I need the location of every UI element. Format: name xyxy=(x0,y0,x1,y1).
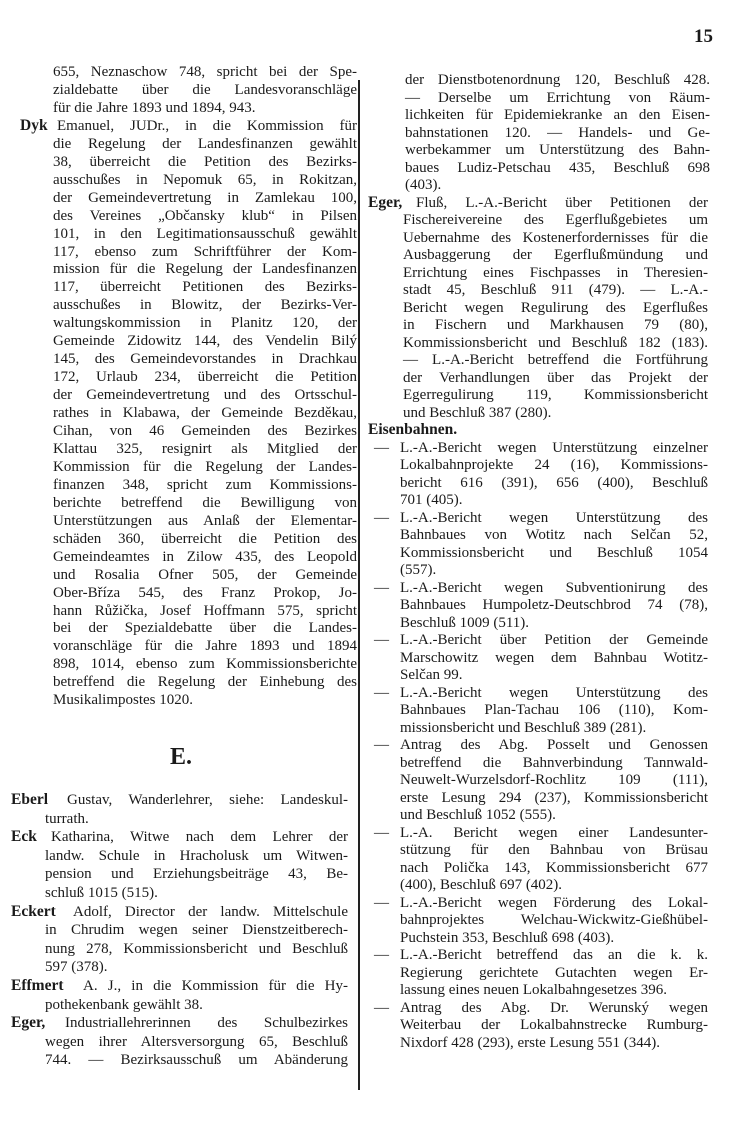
text-line: Gemeinde Zidowitz 144, des Vendelin Bilý xyxy=(53,333,357,350)
text-line: L.-A.-Bericht betreffend das an die k. k. xyxy=(400,947,708,963)
text-line: pension und Erziehungsbeiträge 43, Be- xyxy=(45,866,348,883)
text-line: nung 278, Kommissionsbericht und Beschluß xyxy=(45,940,348,957)
text-line: die Regelung der Landesfinanzen gewählt xyxy=(53,135,357,152)
text-line: ausschußes in Nepomuk 65, in Rokitzan, xyxy=(53,171,357,188)
entry-headword: Dyk xyxy=(20,116,48,134)
text-line: zialdebatte über die Landesvoranschläge xyxy=(53,81,357,98)
text-line: Regierung gerichtete Gutachten wegen Er- xyxy=(400,964,708,981)
text-line: Kommission für die Regelung der Landes- xyxy=(53,458,357,475)
text-line: L.-A.-Bericht wegen Förderung des Lokal- xyxy=(400,894,708,911)
text-line: 117, ebenso zum Schriftführer der Kom- xyxy=(53,243,357,260)
entry-headword: Eger, xyxy=(368,193,403,211)
text-line: L.-A.-Bericht über Petition der Gemeinde xyxy=(400,632,708,648)
text-line: Fischereivereine des Egerflußgebietes um xyxy=(403,212,708,228)
text-line: stadt 45, Beschluß 911 (479). — L.-A.- xyxy=(403,282,708,298)
text-line: stützung für den Bahnbau von Brüsau xyxy=(400,842,708,858)
text-line: Bahnbaues Humpoletz-Deutschbrod 74 (78), xyxy=(400,597,708,613)
column-divider xyxy=(358,80,360,1090)
text-line: und Beschluß 387 (280). xyxy=(403,404,552,421)
text-line: 172, Urlaub 234, überreicht die Petition xyxy=(53,369,357,386)
text-line: schluß 1015 (515). xyxy=(45,885,158,901)
text-line: Marschowitz wegen dem Bahnbau Wotitz- xyxy=(400,649,708,666)
text-line: Unterstützungen aus Anlaß der Elementar- xyxy=(53,512,357,529)
text-line: pothekenbank gewählt 38. xyxy=(45,996,203,1013)
text-line: werbekammer um Unterstützung des Bahn- xyxy=(405,142,710,158)
text-line: Kommissionsbericht und Beschluß 182 (183). xyxy=(403,334,708,351)
dash-mark: — xyxy=(374,579,389,596)
text-line: betreffend die Regelung der Einhebung des xyxy=(53,674,357,691)
text-line: 898, 1014, ebenso zum Kommissionsberichte xyxy=(53,656,357,673)
dash-mark: — xyxy=(374,999,389,1016)
text-line: berichte betreffend die Bewilligung von xyxy=(53,494,357,511)
text-line: betreffend die Bahnverbindung Tannwald- xyxy=(400,754,708,771)
text-line: Klattau 325, resignirt als Mitglied der xyxy=(53,440,357,457)
text-line: Puchstein 353, Beschluß 698 (403). xyxy=(400,929,615,946)
text-line: Weiterbau der Lokalbahnstrecke Rumburg- xyxy=(400,1017,708,1033)
text-line: erste Lesung 294 (237), Kommissionsbericht xyxy=(400,789,708,806)
text-line: voranschläge für die Jahre 1893 und 1894 xyxy=(53,638,357,655)
text-line: Beschluß 1009 (511). xyxy=(400,614,530,631)
text-line: waltungskommission in Planitz 120, der xyxy=(53,315,357,332)
text-line: — Derselbe um Errichtung von Räum- xyxy=(405,89,710,106)
dash-mark: — xyxy=(374,894,389,911)
entry-headword: Eger, xyxy=(11,1014,46,1032)
text-line: — L.-A.-Bericht betreffend die Fortführung xyxy=(403,352,708,368)
text-line: Antrag des Abg. Posselt und Genossen xyxy=(400,737,708,753)
text-line: 117, überreicht Petitionen des Bezirks- xyxy=(53,279,357,296)
text-line: Selčan 99. xyxy=(400,667,463,683)
text-line: Bahnbaues von Wotitz nach Selčan 52, xyxy=(400,527,708,543)
text-line: Cihan, von 46 Gemeinden des Bezirkes xyxy=(53,423,357,439)
entry-headword: Effmert xyxy=(11,977,64,994)
text-line: 101, in den Legitimationsausschuß gewählt xyxy=(53,225,357,242)
text-line: baues Ludiz-Petschau 435, Beschluß 698 xyxy=(405,159,710,176)
entry-headword: Eck xyxy=(11,828,37,846)
text-line: Gemeindeamtes in Zilow 435, des Leopold xyxy=(53,548,357,565)
text-line: turrath. xyxy=(45,810,89,827)
text-line: L.-A.-Bericht wegen Unterstützung des xyxy=(400,684,708,701)
text-line: schäden 360, überreicht die Petition des xyxy=(53,530,357,547)
text-line: Musikalimpostes 1020. xyxy=(53,692,194,709)
text-line: (400), Beschluß 697 (402). xyxy=(400,877,563,893)
text-line: bei der Spezialdebatte über die Landes- xyxy=(53,620,357,637)
dash-mark: — xyxy=(374,737,389,753)
dash-mark: — xyxy=(374,632,389,648)
text-line: hann Růžička, Josef Hoffmann 575, spricht xyxy=(53,602,357,619)
text-line: Uebernahme des Kostenerfordernisses für die xyxy=(403,229,708,246)
text-line: Antrag des Abg. Dr. Werunský wegen xyxy=(400,999,708,1016)
text-line: der Dienstbotenordnung 120, Beschluß 428. xyxy=(405,72,710,88)
text-line: 38, überreicht die Petition des Bezirks- xyxy=(53,153,357,170)
text-line: bahnstationen 120. — Handels- und Ge- xyxy=(405,124,710,141)
dash-mark: — xyxy=(374,439,389,456)
text-line: Egerregulirung 119, Kommissionsbericht xyxy=(403,387,708,403)
text-line: Ausbaggerung der Egerflußmündung und xyxy=(403,247,708,263)
text-line: 145, des Gemeindevorstandes in Drachkau xyxy=(53,351,357,368)
text-line: Ober-Bříza 545, des Franz Prokop, Jo- xyxy=(53,584,357,601)
text-line: Katharina, Witwe nach dem Lehrer der xyxy=(51,829,348,846)
section-heading-eisenbahnen: Eisenbahnen. xyxy=(368,421,458,438)
text-line: 701 (405). xyxy=(400,492,463,508)
section-letter: E. xyxy=(170,744,193,770)
text-line: nach Polička 143, Kommissionsbericht 677 xyxy=(400,859,708,876)
dash-mark: — xyxy=(374,824,389,841)
text-line: lassung eines neuen Lokalbahngesetzes 396. xyxy=(400,982,668,998)
text-line: lichkeiten für Epidemiekranke an den Eisen- xyxy=(405,107,710,123)
text-line: Nixdorf 428 (293), erste Lesung 551 (344). xyxy=(400,1034,660,1051)
text-line: für die Jahre 1893 und 1894, 943. xyxy=(53,99,256,116)
text-line: finanzen 348, spricht zum Kommissions- xyxy=(53,476,357,493)
page-number: 15 xyxy=(694,26,713,47)
text-line: Neuwelt-Wurzelsdorf-Rochlitz 109 (111), xyxy=(400,772,708,788)
text-line: 655, Neznaschow 748, spricht bei der Spe- xyxy=(53,64,357,80)
text-line: Fluß, L.-A.-Bericht über Petitionen der xyxy=(416,194,708,211)
entry-headword: Eberl xyxy=(11,791,49,808)
text-line: (403). xyxy=(405,177,442,193)
text-line: mission für die Regelung der Landesfinanzen xyxy=(53,261,357,278)
text-line: Kommissionsbericht und Beschluß 1054 xyxy=(400,544,708,561)
text-line: L.-A.-Bericht wegen Subventionirung des xyxy=(400,579,708,596)
dash-mark: — xyxy=(374,947,389,963)
text-line: L.-A.-Bericht wegen Unterstützung einzelner xyxy=(400,439,708,456)
text-line: A. J., in die Kommission für die Hy- xyxy=(83,978,348,994)
text-line: Errichtung eines Fischpasses in Theresien- xyxy=(403,264,708,281)
text-line: der Gemeindevertretung und des Ortsschul- xyxy=(53,387,357,404)
text-line: und Beschluß 1052 (555). xyxy=(400,807,556,823)
text-line: der Verhandlungen über das Projekt der xyxy=(403,369,708,386)
text-line: in Fischern und Markhausen 79 (80), xyxy=(403,317,708,333)
text-line: landw. Schule in Hracholusk um Witwen- xyxy=(45,847,348,864)
text-line: wegen ihrer Altersversorgung 65, Beschluß xyxy=(45,1033,348,1050)
text-line: bahnprojektes Welchau-Wickwitz-Gießhübel- xyxy=(400,912,708,928)
text-line: 744. — Bezirksausschuß um Abänderung xyxy=(45,1052,348,1069)
text-line: Bericht wegen Regulirung des Egerflußes xyxy=(403,299,708,316)
text-line: 597 (378). xyxy=(45,959,108,976)
dash-mark: — xyxy=(374,684,389,701)
text-line: Gustav, Wanderlehrer, siehe: Landeskul- xyxy=(67,792,348,808)
dash-mark: — xyxy=(374,509,389,526)
entry-headword: Eckert xyxy=(11,902,56,920)
text-line: (557). xyxy=(400,562,437,578)
text-line: Adolf, Director der landw. Mittelschule xyxy=(73,903,348,920)
text-line: der Gemeindevertretung in Zamlekau 100, xyxy=(53,189,357,206)
text-line: Emanuel, JUDr., in die Kommission für xyxy=(57,117,357,134)
text-line: und Rosalia Ofner 505, der Gemeinde xyxy=(53,566,357,583)
text-line: rathes in Klabawa, der Gemeinde Bezděkau, xyxy=(53,405,357,422)
text-line: des Vereines „Občansky klub“ in Pilsen xyxy=(53,207,357,224)
text-line: Industriallehrerinnen des Schulbezirkes xyxy=(65,1015,348,1032)
text-line: L.-A. Bericht wegen einer Landesunter- xyxy=(400,824,708,841)
text-line: Lokalbahnprojekte 24 (16), Kommissions- xyxy=(400,457,708,473)
text-line: in Chrudim wegen seiner Dienstzeitberech- xyxy=(45,922,348,939)
text-line: Bahnbaues Plan-Tachau 106 (110), Kom- xyxy=(400,702,708,718)
text-line: missionsbericht und Beschluß 389 (281). xyxy=(400,719,647,736)
text-line: L.-A.-Bericht wegen Unterstützung des xyxy=(400,509,708,526)
text-line: bericht 616 (391), 656 (400), Beschluß xyxy=(400,474,708,491)
text-line: ausschußes in Blowitz, der Bezirks-Ver- xyxy=(53,297,357,314)
